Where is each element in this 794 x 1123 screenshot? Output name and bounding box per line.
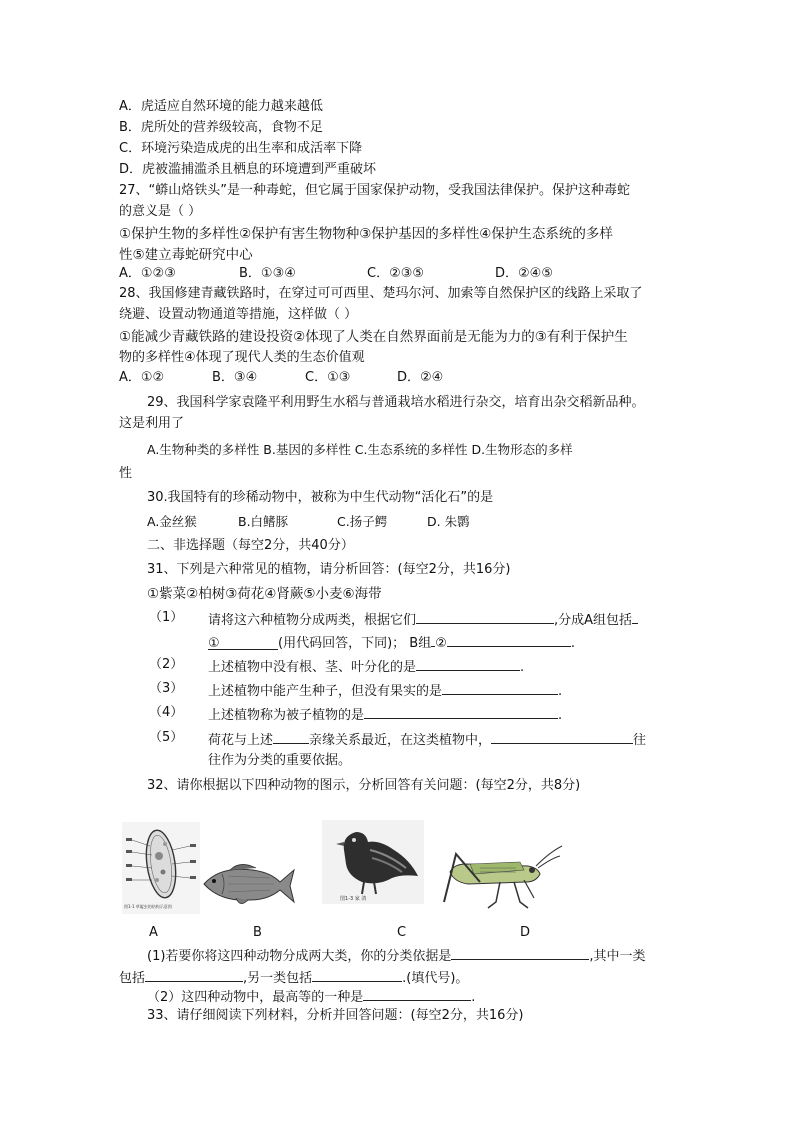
figure-label-b: B [253, 925, 262, 940]
q28-option-a: A．①② [119, 370, 165, 385]
q28-stem-line2: 绕避、设置动物通道等措施，这样做（ ） [119, 307, 358, 322]
q32-sub1-blank-group-2[interactable] [312, 967, 402, 982]
q31-sub1-text-a: 请将这六种植物分成两类，根据它们 [208, 613, 417, 628]
q31-sub1-line2: ① (用代码回答，下同)； B组 ② . [208, 632, 575, 653]
q26-option-d: D．虎被滥捕滥杀且栖息的环境遭到严重破坏 [119, 162, 377, 177]
pigeon-image [322, 820, 424, 904]
q31-sub2-blank[interactable] [416, 656, 520, 671]
q27-option-c: C．②③⑤ [367, 266, 425, 281]
q29-options-tail: 性 [119, 466, 133, 481]
q27-items-line2: 性⑤建立毒蛇研究中心 [119, 247, 253, 263]
q32-sub1-line1 [147, 945, 646, 966]
q27-options [119, 265, 553, 283]
q32-sub1-text-c: 包括 [119, 971, 146, 986]
figure-a-caption: 图1-1 草履虫的结构示意图 [124, 904, 172, 909]
q28-option-c: C．①③ [305, 370, 351, 385]
q32-sub1-text-a: (1)若要你将这四种动物分成两大类，你的分类依据是 [147, 949, 452, 964]
q31-plants: ①紫菜②柏树③荷花④肾蕨⑤小麦⑥海带 [147, 586, 382, 602]
q28-options [119, 369, 443, 387]
q31-sub1-blank-basis[interactable] [416, 609, 554, 624]
q31-sub4-text: 上述植物称为被子植物的是 [208, 708, 365, 723]
figure-label-a: A [149, 925, 158, 940]
q28-items-line2: 物的多样性④体现了现代人类的生态价值观 [119, 350, 365, 365]
q31-sub4-blank[interactable] [364, 704, 558, 719]
figure-c-pigeon [322, 820, 424, 904]
figure-a-paramecium [122, 822, 200, 914]
q31-sub5-text-b: 亲缘关系最近，在这类植物中， [309, 733, 492, 748]
q29-stem-line1: 29、我国科学家袁隆平利用野生水稻与普通栽培水稻进行杂交，培育出杂交稻新品种。 [147, 395, 645, 410]
grasshopper-image [440, 842, 564, 914]
q31-sub1-blank-tail[interactable] [632, 609, 638, 624]
q31-sub5-line1 [208, 729, 646, 750]
q31-sub5-line2: 往作为分类的重要依据。 [208, 753, 352, 768]
q27-option-a: A．①②③ [119, 266, 176, 281]
q31-sub4: 上述植物称为被子植物的是 . [208, 704, 562, 725]
q31-sub1-number: （1） [149, 610, 184, 625]
figure-d-grasshopper [440, 842, 564, 914]
q27-stem-line2: 的意义是（ ） [119, 204, 202, 219]
section-2-heading: 二、非选择题（每空2分，共40分） [147, 538, 354, 553]
q31-sub5-number: （5） [149, 730, 184, 745]
q32-sub1-blank-group-1[interactable] [145, 967, 243, 982]
q31-sub3-blank[interactable] [442, 680, 558, 695]
q31-stem: 31、下列是六种常见的植物，请分析回答：(每空2分，共16分) [147, 562, 511, 577]
q26-option-c: C．环境污染造成虎的出生率和成活率下降 [119, 141, 363, 156]
q28-stem-line1: 28、我国修建青藏铁路时，在穿过可可西里、楚玛尔河、加索等自然保护区的线路上采取了 [119, 286, 643, 301]
figure-c-caption: 图1-3 家 鸽 [340, 896, 367, 902]
q32-sub1-blank-basis[interactable] [451, 945, 589, 960]
figure-label-d: D [520, 925, 531, 940]
q31-sub2: 上述植物中没有根、茎、叶分化的是 . [208, 656, 524, 677]
paramecium-image [122, 822, 200, 914]
q31-sub2-number: （2） [149, 657, 184, 672]
q32-sub2-blank[interactable] [363, 986, 471, 1001]
q30-stem: 30.我国特有的珍稀动物中，被称为中生代动物“活化石”的是 [147, 490, 494, 505]
q30-option-c: C.扬子鳄 [337, 514, 388, 529]
q31-sub1-blank-group-b[interactable] [447, 632, 571, 647]
fish-image [200, 858, 296, 914]
q31-sub5-text-c: 往 [633, 733, 647, 748]
q32-sub2: （2）这四种动物中，最高等的一种是 . [147, 986, 475, 1007]
q28-items-line1: ①能减少青藏铁路的建设投资②体现了人类在自然界面前是无能为力的③有利于保护生 [119, 329, 628, 345]
q29-options: A.生物种类的多样性 B.基因的多样性 C.生态系统的多样性 D.生物形态的多样 [147, 442, 573, 457]
q32-sub2-text: （2）这四种动物中，最高等的一种是 [147, 990, 364, 1005]
q32-sub1-text-b: ,其中一类 [589, 949, 646, 964]
q31-sub2-text: 上述植物中没有根、茎、叶分化的是 [208, 660, 417, 675]
q31-sub1-text-b: ,分成A组包括 [554, 613, 633, 628]
q31-sub1-text-d: (用代码回答，下同)； B组 [278, 636, 432, 651]
q31-sub3-text: 上述植物中能产生种子，但没有果实的是 [208, 684, 443, 699]
q29-stem-line2: 这是利用了 [119, 416, 185, 431]
q31-sub5-text-a: 荷花与上述 [208, 733, 274, 748]
q32-stem: 32、请你根据以下四种动物的图示，分析回答有关问题：(每空2分，共8分) [147, 778, 581, 793]
q27-items-line1: ①保护生物的多样性②保护有害生物物种③保护基因的多样性④保护生态系统的多样 [119, 226, 613, 242]
q31-sub1-blank-group-a[interactable] [208, 635, 278, 650]
q30-options [147, 513, 470, 531]
q30-option-a: A.金丝猴 [147, 514, 197, 529]
q32-sub1-text-d: ,另一类包括 [243, 971, 313, 986]
q30-option-d: D. 朱鹮 [427, 514, 470, 529]
q28-option-d: D．②④ [397, 370, 444, 385]
q31-sub1-text-e: ② [435, 636, 447, 651]
q27-option-d: D．②④⑤ [495, 266, 553, 281]
q31-sub1-line1 [208, 609, 638, 630]
q31-sub5-blank-2[interactable] [491, 729, 633, 744]
q32-sub1-line2 [119, 967, 468, 988]
q27-stem-line1: 27、“蟒山烙铁头”是一种毒蛇，但它属于国家保护动物，受我国法律保护。保护这种毒蛇 [119, 183, 631, 198]
q31-sub1-text-c: ① [208, 636, 220, 651]
figure-label-c: C [397, 925, 407, 940]
q33-stem: 33、请仔细阅读下列材料，分析并回答问题：(每空2分，共16分) [147, 1008, 524, 1023]
q31-sub3-number: （3） [149, 681, 184, 696]
q32-sub1-text-e: .(填代号)。 [402, 971, 469, 986]
q26-option-b: B．虎所处的营养级较高，食物不足 [119, 120, 323, 135]
q28-option-b: B．③④ [212, 370, 258, 385]
q31-sub3: 上述植物中能产生种子，但没有果实的是 . [208, 680, 562, 701]
q31-sub4-number: （4） [149, 705, 184, 720]
q31-sub5-blank-1[interactable] [273, 729, 309, 744]
q26-option-a: A．虎适应自然环境的能力越来越低 [119, 99, 323, 114]
figure-b-fish [200, 858, 296, 914]
q27-option-b: B．①③④ [239, 266, 296, 281]
q30-option-b: B.白鳍豚 [238, 514, 289, 529]
